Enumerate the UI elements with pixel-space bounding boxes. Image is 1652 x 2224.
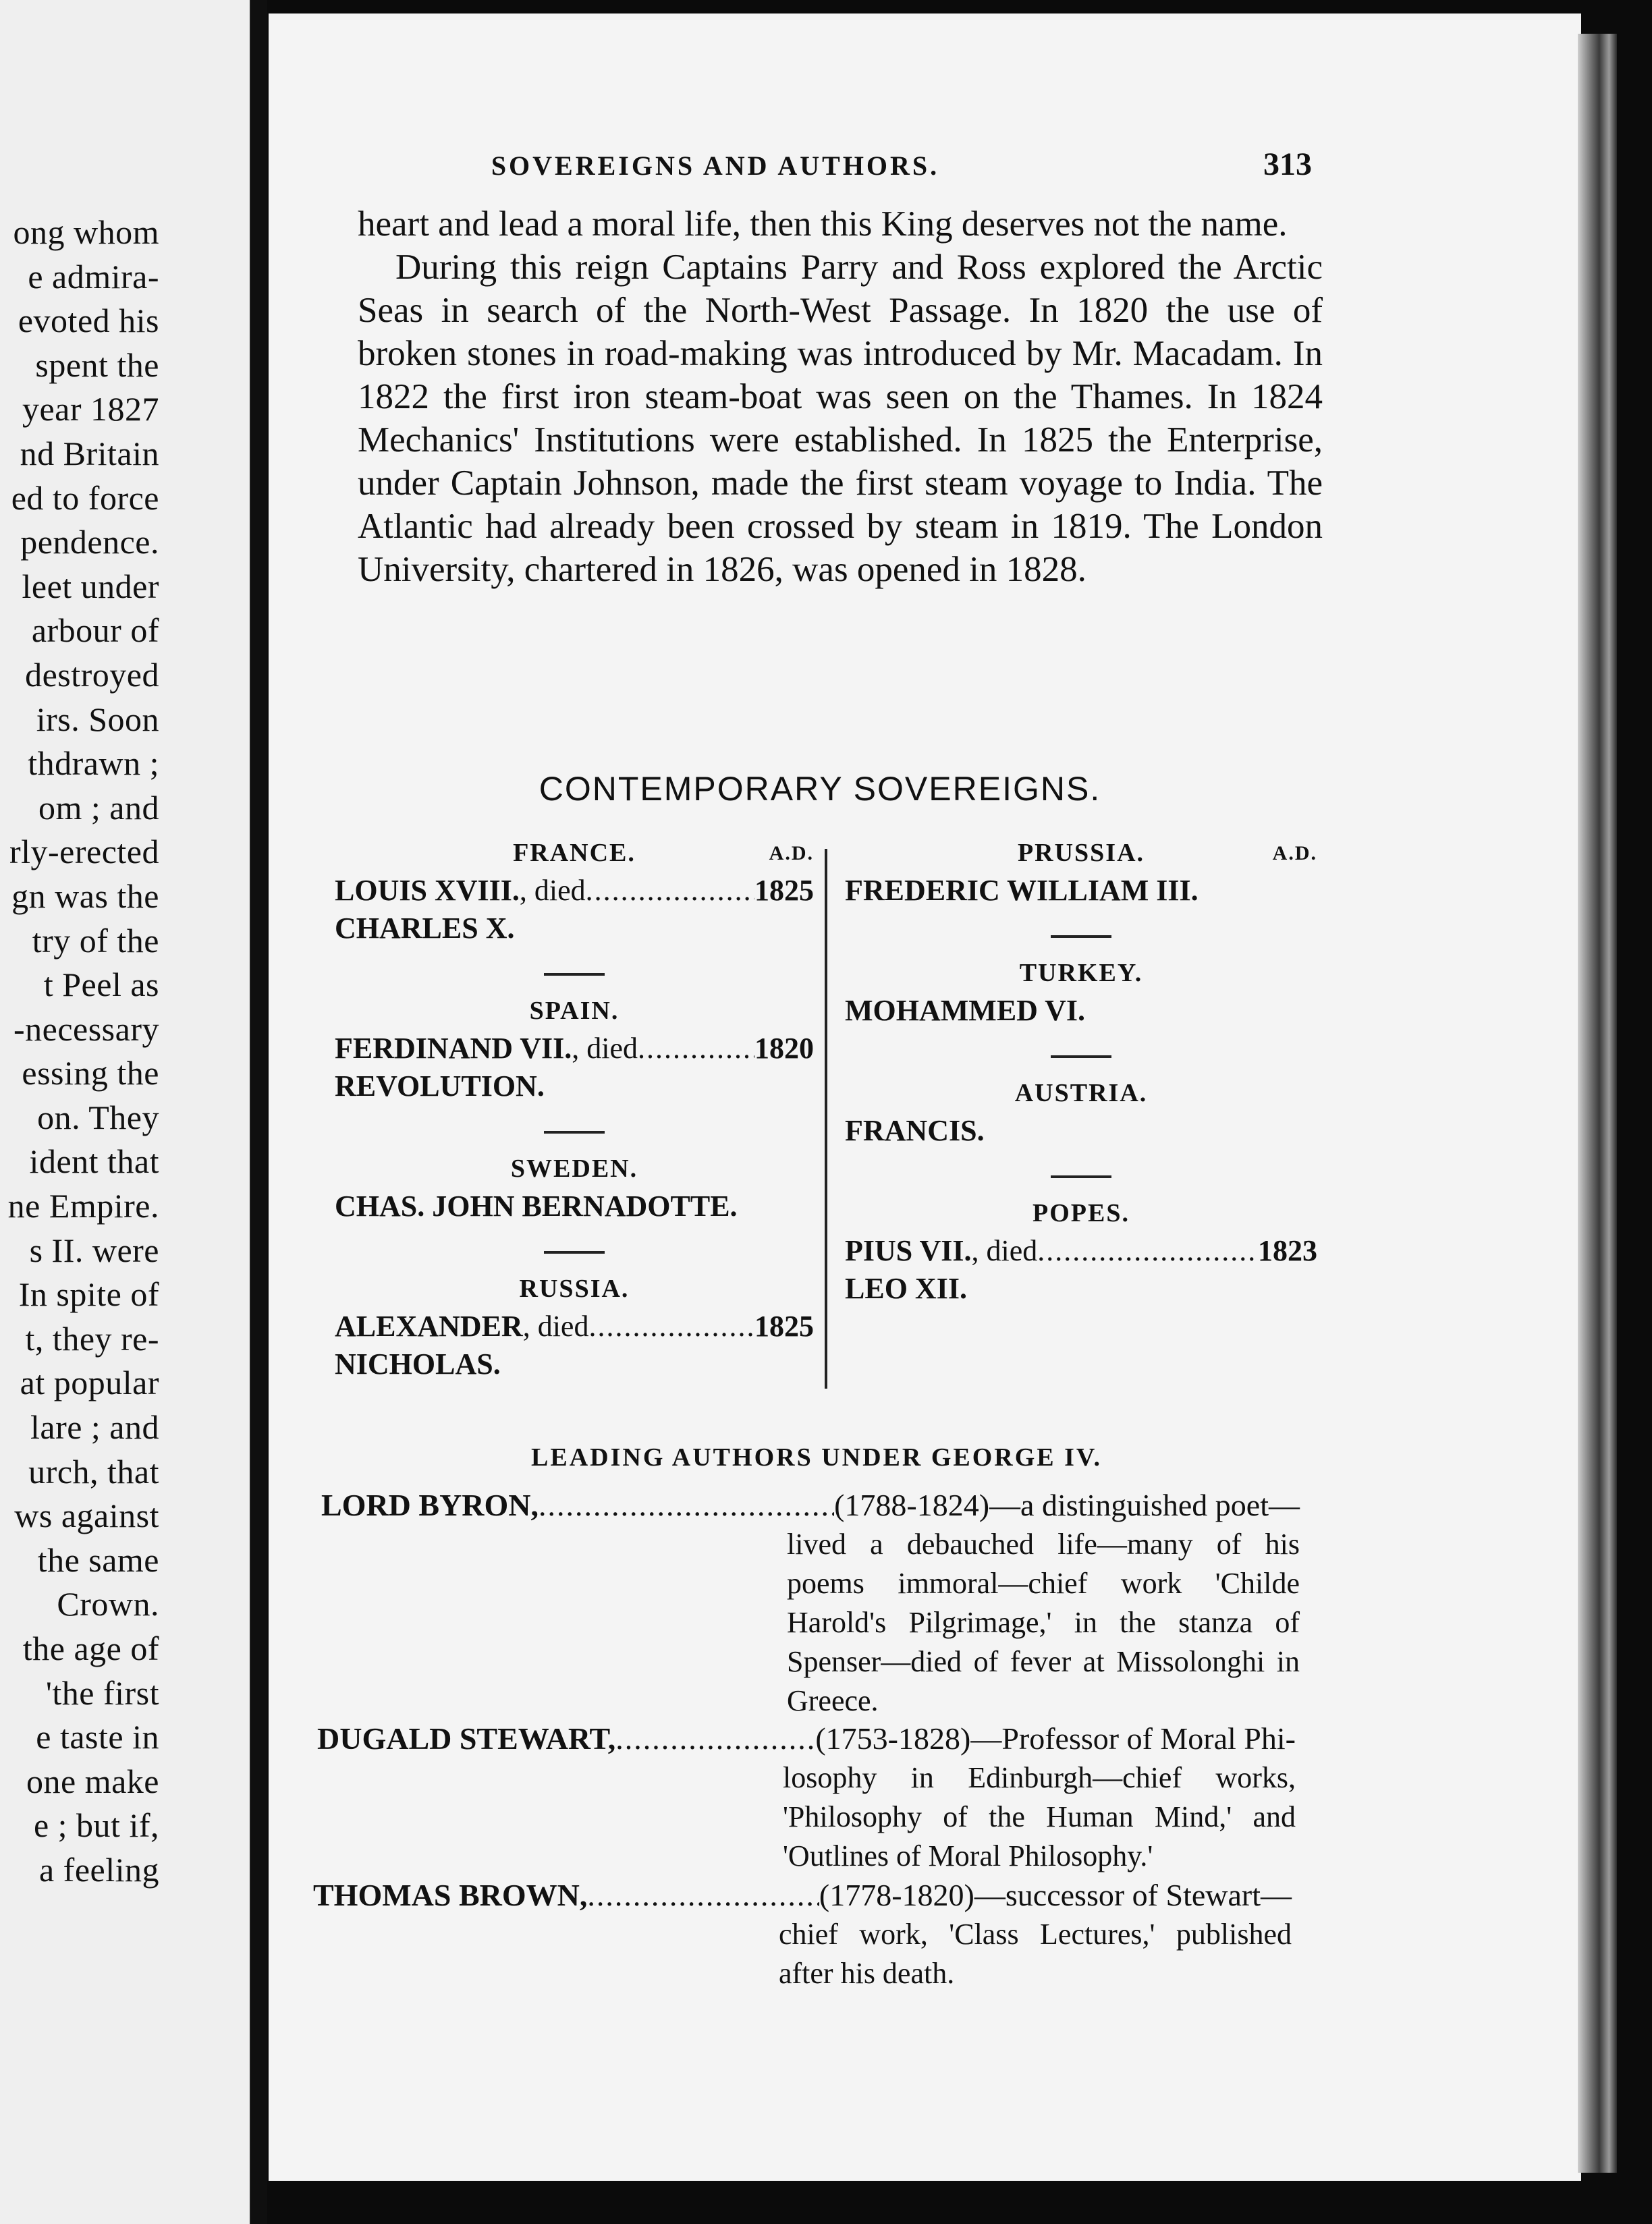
left-page-line: t, they re- bbox=[25, 1319, 159, 1358]
ruler-entry bbox=[845, 992, 1317, 1030]
country-name: TURKEY. bbox=[1019, 959, 1143, 987]
ruler-entry bbox=[335, 1345, 814, 1383]
author-description: losophy in Edinburgh—chief works, 'Philosophy of the Human Mind,' and 'Outlines of Moral Philosophy.' bbox=[783, 1761, 1296, 1872]
country-group bbox=[845, 935, 1317, 1030]
ruler-name: CHAS. JOHN BERNADOTTE. bbox=[335, 1190, 738, 1223]
ad-label: A.D. bbox=[769, 842, 814, 864]
author-headline bbox=[321, 1486, 1300, 1525]
country-name: SPAIN. bbox=[529, 997, 620, 1025]
left-page-line: In spite of bbox=[18, 1275, 159, 1314]
leader-dots bbox=[638, 1030, 754, 1067]
country-group bbox=[335, 838, 814, 947]
left-page-line: Crown. bbox=[57, 1585, 159, 1623]
left-page-line: on. They bbox=[37, 1098, 159, 1136]
left-page-line: 'the first bbox=[45, 1673, 159, 1712]
left-page-line: irs. Soon bbox=[36, 700, 159, 738]
leader-dots bbox=[586, 872, 754, 910]
died-label: , died bbox=[519, 874, 586, 907]
country-group bbox=[845, 838, 1317, 910]
author-desc-first: —a distinguished poet— bbox=[989, 1488, 1300, 1522]
left-page-line: one make bbox=[26, 1762, 159, 1800]
left-page-line: rly-erected bbox=[9, 833, 159, 871]
author-desc-first: —Professor of Moral Phi- bbox=[970, 1721, 1296, 1756]
sovereigns-right-column bbox=[845, 838, 1317, 1333]
sovereigns-left-column bbox=[335, 838, 814, 1409]
page-edge bbox=[1578, 34, 1617, 2173]
ruler-name: PIUS VII. bbox=[845, 1234, 972, 1267]
ruler-entry bbox=[335, 1067, 814, 1105]
author-headline bbox=[317, 1719, 1296, 1758]
ruler-entry bbox=[335, 910, 814, 947]
paragraph: During this reign Captains Parry and Ross explored the Arctic Seas in search of the North-West Passage. In 1820 the use of broken stones in road-making was introduced by Mr. Macadam. In 1822 the first iron steam-boat was seen on the Thames. In 1824 Mechanics' Institutions were established. In 1825 the Enterprise, under Captain Johnson, made the first steam voyage to India. The Atlantic had already been crossed by steam in 1819. The London University, chartered in 1826, was opened in 1828. bbox=[358, 248, 1323, 589]
left-page-line: t Peel as bbox=[43, 966, 159, 1004]
left-page-line: the same bbox=[37, 1540, 159, 1579]
author-desc-first: —successor of Stewart— bbox=[974, 1878, 1292, 1912]
left-page-line: -necessary bbox=[13, 1009, 159, 1048]
died-label: , died bbox=[522, 1310, 589, 1343]
died-label: , died bbox=[971, 1234, 1038, 1267]
ruler-name: CHARLES X. bbox=[335, 912, 515, 945]
left-page-line: leet under bbox=[22, 567, 159, 605]
left-page-line: at popular bbox=[20, 1364, 159, 1402]
leader-dots bbox=[588, 1308, 754, 1345]
author-headline bbox=[313, 1876, 1292, 1915]
ruler-name: LOUIS XVIII. bbox=[335, 874, 520, 907]
country-name: RUSSIA. bbox=[519, 1275, 630, 1303]
left-page-line: e ; but if, bbox=[33, 1806, 159, 1845]
section-rule bbox=[1051, 1055, 1111, 1058]
left-page-line: urch, that bbox=[28, 1452, 159, 1491]
section-rule bbox=[1051, 1175, 1111, 1178]
left-page-line: essing the bbox=[22, 1054, 159, 1092]
left-page-line: destroyed bbox=[25, 655, 159, 694]
left-page-line: the age of bbox=[22, 1630, 159, 1667]
author-entry bbox=[321, 1486, 1300, 1721]
section-rule bbox=[544, 1251, 605, 1254]
author-dates: (1753-1828) bbox=[815, 1721, 971, 1756]
country-group bbox=[335, 973, 814, 1105]
ruler-name: REVOLUTION. bbox=[335, 1069, 545, 1103]
died-label: , died bbox=[572, 1032, 638, 1065]
ruler-entry bbox=[335, 1188, 814, 1225]
author-entry bbox=[317, 1719, 1296, 1876]
author-dates: (1788-1824) bbox=[834, 1488, 990, 1522]
left-page-line: spent the bbox=[35, 345, 159, 384]
ad-label: A.D. bbox=[1272, 842, 1317, 864]
ruler-name: ALEXANDER bbox=[335, 1310, 523, 1343]
ruler-name: FERDINAND VII. bbox=[335, 1032, 572, 1065]
death-year: 1825 bbox=[754, 1310, 814, 1343]
leader-dots bbox=[539, 1486, 834, 1525]
column-divider bbox=[825, 849, 827, 1389]
left-page-line: s II. were bbox=[29, 1231, 159, 1269]
country-name: POPES. bbox=[1032, 1199, 1130, 1227]
ruler-entry bbox=[845, 1232, 1317, 1270]
ruler-name: FRANCIS. bbox=[845, 1114, 985, 1147]
ruler-name: FREDERIC WILLIAM III. bbox=[845, 874, 1199, 907]
country-group bbox=[335, 1131, 814, 1225]
left-page-line: nd Britain bbox=[20, 434, 159, 472]
left-page-line: e taste in bbox=[36, 1718, 159, 1756]
authors-heading: LEADING AUTHORS UNDER GEORGE IV. bbox=[531, 1443, 1102, 1472]
country-group bbox=[845, 1055, 1317, 1150]
left-page-line: a feeling bbox=[38, 1850, 159, 1889]
left-page-line: thdrawn ; bbox=[28, 744, 159, 783]
country-group bbox=[845, 1175, 1317, 1308]
left-page-line: ed to force bbox=[11, 478, 159, 517]
author-name: THOMAS BROWN, bbox=[313, 1878, 588, 1912]
body-text bbox=[358, 202, 1323, 591]
left-page-line: try of the bbox=[32, 921, 159, 960]
left-page-line: ws against bbox=[14, 1497, 159, 1535]
sovereigns-heading: CONTEMPORARY SOVEREIGNS. bbox=[539, 770, 1101, 808]
left-page-line: arbour of bbox=[31, 611, 159, 650]
ruler-entry bbox=[845, 1270, 1317, 1308]
leader-dots bbox=[1037, 1232, 1258, 1270]
ruler-name: NICHOLAS. bbox=[335, 1347, 501, 1381]
country-name: AUSTRIA. bbox=[1014, 1079, 1148, 1107]
left-page-line: lare ; and bbox=[30, 1408, 159, 1447]
author-entry bbox=[313, 1876, 1292, 1993]
section-rule bbox=[544, 973, 605, 976]
book-gutter bbox=[251, 0, 267, 2224]
left-page-line: ident that bbox=[29, 1142, 159, 1181]
ruler-entry bbox=[335, 872, 814, 910]
running-title: SOVEREIGNS AND AUTHORS. bbox=[491, 150, 940, 181]
ruler-entry bbox=[845, 872, 1317, 910]
ruler-name: LEO XII. bbox=[845, 1272, 967, 1305]
left-page-line: om ; and bbox=[38, 788, 159, 827]
death-year: 1825 bbox=[754, 874, 814, 907]
section-rule bbox=[544, 1131, 605, 1134]
country-name: SWEDEN. bbox=[510, 1155, 638, 1183]
left-page-line: ne Empire. bbox=[7, 1187, 159, 1225]
author-name: LORD BYRON, bbox=[321, 1488, 539, 1522]
death-year: 1823 bbox=[1258, 1234, 1317, 1267]
left-page-line: ong whom bbox=[13, 213, 159, 251]
left-page-line: evoted his bbox=[18, 302, 159, 340]
leader-dots bbox=[615, 1719, 815, 1758]
ruler-entry bbox=[845, 1112, 1317, 1150]
ruler-entry bbox=[335, 1308, 814, 1345]
left-page-line: pendence. bbox=[20, 523, 159, 561]
author-name: DUGALD STEWART, bbox=[317, 1721, 616, 1756]
author-dates: (1778-1820) bbox=[819, 1878, 974, 1912]
section-rule bbox=[1051, 935, 1111, 938]
paragraph: heart and lead a moral life, then this King deserves not the name. bbox=[358, 204, 1288, 244]
ruler-name: MOHAMMED VI. bbox=[845, 994, 1086, 1027]
country-name: FRANCE. A.D. bbox=[513, 839, 814, 867]
leader-dots bbox=[587, 1876, 819, 1915]
left-page-line: gn was the bbox=[11, 877, 159, 915]
ruler-entry bbox=[335, 1030, 814, 1067]
country-group bbox=[335, 1251, 814, 1383]
left-page-text bbox=[0, 211, 159, 1893]
author-description: chief work, 'Class Lectures,' published after his death. bbox=[779, 1918, 1292, 1990]
left-page-line: e admira- bbox=[28, 257, 159, 296]
left-page-line: year 1827 bbox=[22, 390, 159, 428]
author-description: lived a debauched life—many of his poems immoral—chief work 'Childe Harold's Pilgrimage,' in the stanza of Spenser—died of fever at Missolonghi in Greece. bbox=[787, 1528, 1300, 1717]
death-year: 1820 bbox=[754, 1032, 814, 1065]
left-facing-page bbox=[0, 0, 252, 2224]
country-name: PRUSSIA. A.D. bbox=[1017, 839, 1317, 867]
page-number: 313 bbox=[1263, 146, 1312, 182]
